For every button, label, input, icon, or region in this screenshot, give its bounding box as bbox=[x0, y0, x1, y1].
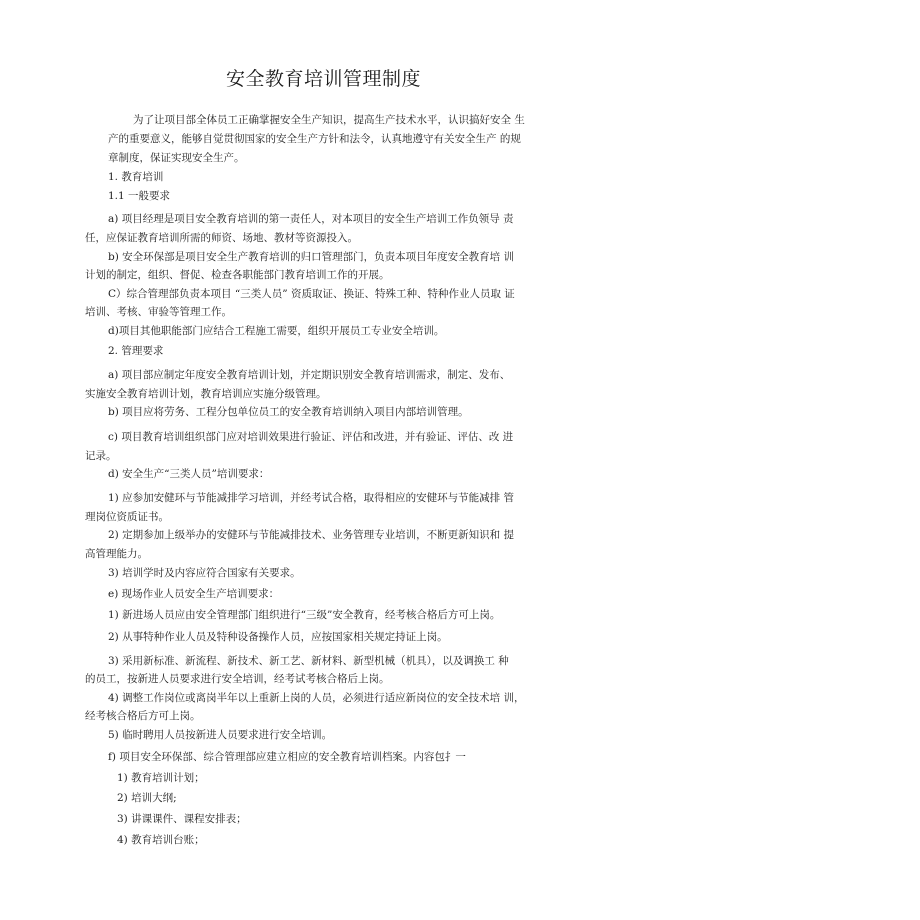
paragraph-line: 培训、考核、审验等管理工作。 bbox=[85, 306, 232, 318]
paragraph-line: C）综合管理部负责本项目 “三类人员” 资质取证、换证、特殊工种、特种作业人员取 证 bbox=[108, 288, 515, 300]
paragraph-line: 1) 应参加安健环与节能减排学习培训，并经考试合格，取得相应的安健环与节能减排 管 bbox=[108, 492, 514, 504]
paragraph-line: 5) 临时聘用人员按新进人员要求进行安全培训。 bbox=[108, 729, 333, 741]
paragraph-line: 2) 从事特种作业人员及特种设备操作人员，应按国家相关规定持证上岗。 bbox=[108, 631, 448, 643]
section-heading: 2. 管理要求 bbox=[108, 345, 164, 357]
paragraph-line: a) 项目经理是项目安全教育培训的第一责任人，对本项目的安全生产培训工作负领导 责 bbox=[108, 213, 514, 225]
paragraph-line: e) 现场作业人员安全生产培训要求： bbox=[108, 588, 280, 600]
paragraph-line: f) 项目安全环保部、综合管理部应建立相应的安全教育培训档案。内容包扌一 bbox=[108, 751, 466, 763]
paragraph-line: 章制度，保证实现安全生产。 bbox=[108, 152, 245, 164]
paragraph-line: b) 安全环保部是项目安全生产教育培训的归口管理部门，负责本项目年度安全教育培 训 bbox=[108, 251, 514, 263]
paragraph-line: d) 安全生产“三类人员”培训要求： bbox=[108, 468, 270, 480]
paragraph-line: 为了让项目部全体员工正确掌握安全生产知识，提高生产技术水平，认识搞好安全 生 bbox=[133, 114, 525, 126]
section-heading: 1. 教育培训 bbox=[108, 171, 164, 183]
paragraph-line: a) 项目部应制定年度安全教育培训计划，并定期识别安全教育培训需求，制定、发布、 bbox=[108, 369, 511, 381]
paragraph-line: 计划的制定，组织、督促、检查各职能部门教育培训工作的开展。 bbox=[85, 269, 390, 281]
paragraph-line: 的员工，按新进人员要求进行安全培训，经考试考核合格后上岗。 bbox=[85, 673, 390, 685]
paragraph-line: 2) 定期参加上级举办的安健环与节能减排技术、业务管理专业培训，不断更新知识和 提 bbox=[108, 529, 514, 541]
paragraph-line: d)项目其他职能部门应结合工程施工需要，组织开展员工专业安全培训。 bbox=[108, 325, 445, 337]
paragraph-line: 记录。 bbox=[85, 450, 117, 462]
paragraph-line: 任，应保证教育培训所需的师资、场地、教材等资源投入。 bbox=[85, 232, 358, 244]
paragraph-line: 经考核合格后方可上岗。 bbox=[85, 710, 201, 722]
paragraph-line: 3) 培训学时及内容应符合国家有关要求。 bbox=[108, 567, 301, 579]
subsection-heading: 1.1 一般要求 bbox=[108, 190, 171, 202]
list-item: 2) 培训大纲; bbox=[117, 792, 177, 804]
paragraph-line: 产的重要意义，能够自觉贯彻国家的安全生产方针和法令，认真地遵守有关安全生产 的规 bbox=[108, 133, 521, 145]
list-item: 3) 讲课课件、课程安排表； bbox=[117, 813, 247, 825]
paragraph-line: b) 项目应将劳务、工程分包单位员工的安全教育培训纳入项目内部培训管理。 bbox=[108, 406, 469, 418]
paragraph-line: 3) 采用新标准、新流程、新技术、新工艺、新材料、新型机械（机具），以及调换工 种 bbox=[108, 655, 509, 667]
document-title: 安全教育培训管理制度 bbox=[226, 68, 422, 90]
paragraph-line: c) 项目教育培训组织部门应对培训效果进行验证、评估和改进，并有验证、评估、改 进 bbox=[108, 431, 514, 443]
paragraph-line: 4) 调整工作岗位或离岗半年以上重新上岗的人员，必须进行适应新岗位的安全技术培 训， bbox=[108, 692, 525, 704]
list-item: 4) 教育培训台账； bbox=[117, 834, 205, 846]
paragraph-line: 实施安全教育培训计划，教育培训应实施分级管理。 bbox=[85, 388, 327, 400]
paragraph-line: 理岗位资质证书。 bbox=[85, 511, 169, 523]
paragraph-line: 高管理能力。 bbox=[85, 548, 148, 560]
list-item: 1) 教育培训计划； bbox=[117, 772, 205, 784]
paragraph-line: 1) 新进场人员应由安全管理部门组织进行“三级”安全教育，经考核合格后方可上岗。 bbox=[108, 609, 501, 621]
